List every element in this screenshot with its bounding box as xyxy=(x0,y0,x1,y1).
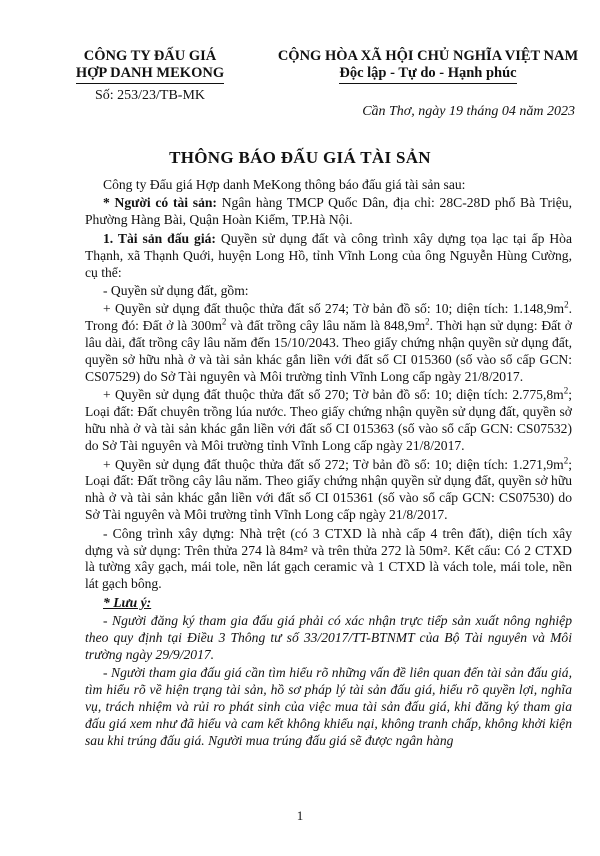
issuer-name-line2: HỢP DANH MEKONG xyxy=(76,65,224,84)
issuer-name-line1: CÔNG TY ĐẤU GIÁ xyxy=(83,48,217,64)
national-motto: Độc lập - Tự do - Hạnh phúc xyxy=(339,65,516,84)
note-2: - Người tham gia đấu giá cần tìm hiểu rõ những vấn đề liên quan đến tài sản đấu giá, tìm hiểu rõ về hiện trạng tài sản, hồ sơ pháp lý tài sản đấu giá, hiểu rõ quyền lợi, nghĩa vụ, trách nhiệm và rủi ro phát sinh của việc mua tài sản đấu giá, khi đăng ký tham gia đấu giá xem như đã hiểu và cam kết không khiếu nại, không tranh chấp, không khởi kiện sau khi trúng đấu giá. Người mua trúng đấu giá sẽ được ngân hàng xyxy=(85,665,572,748)
document-body xyxy=(85,177,572,751)
owner-paragraph xyxy=(85,195,572,229)
national-header xyxy=(268,48,588,84)
construction-paragraph: - Công trình xây dựng: Nhà trệt (có 3 CTXD là nhà cấp 4 trên đất), diện tích xây dựng và sử dụng: Trên thửa 274 là 84m² và trên thửa 272 là 50m². Kết cấu: Có 2 CTXD là tường xây gạch, mái tole, nền lát gạch ceramic và 1 CTXD là vách tole, mái tole, nền lát gạch bông. xyxy=(85,525,572,592)
land-header: - Quyền sử dụng đất, gồm: xyxy=(103,282,249,298)
asset-label: 1. Tài sản đấu giá: xyxy=(103,230,216,246)
parcel-270: + Quyền sử dụng đất thuộc thửa đất số 270; Tờ bản đồ số: 10; diện tích: $2.775,8m^2$; Loại đất: Đất chuyên trồng lúa nước. Theo giấy chứng nhận quyền sử dụng đất, quyền sở hữu nhà ở và tài sản khác gắn liền với đất số CI 015363 (số vào sổ cấp GCN: CS07532) do Sở Tài nguyên và Môi trường tỉnh Vĩnh Long cấp ngày 21/8/2017. xyxy=(85,385,572,454)
notes-label: * Lưu ý: xyxy=(103,594,152,610)
document-number: Số: 253/23/TB-MK xyxy=(94,88,206,103)
note-1: - Người đăng ký tham gia đấu giá phải có xác nhận trực tiếp sản xuất nông nghiệp theo quy định tại Điều 3 Thông tư số 33/2017/TT-BTNMT của Bộ Tài nguyên và Môi trường ngày 29/9/2017. xyxy=(85,613,572,662)
parcel-272: + Quyền sử dụng đất thuộc thửa đất số 272; Tờ bản đồ số: 10; diện tích: $1.271,9m^2$; Loại đất: Đất trồng cây lâu năm. Theo giấy chứng nhận quyền sử dụng đất, quyền sở hữu nhà ở và tài sản khác gắn liền với đất số CI 015361 (số vào sổ cấp GCN: CS07530) do Sở Tài nguyên và Môi trường tỉnh Vĩnh Long cấp ngày 21/8/2017. xyxy=(85,454,572,523)
parcel-274: + Quyền sử dụng đất thuộc thửa đất số 274; Tờ bản đồ số: 10; diện tích: $1.148,9m^2$. Trong đó: Đất ở là $300m^2$ và đất trồng cây lâu năm là $848,9m^2$. Thời hạn sử dụng: Đất ở lâu dài, đất trồng cây lâu năm đến 15/10/2043. Theo giấy chứng nhận quyền sử dụng đất, quyền sở hữu nhà ở và tài sản khác gắn liền với đất số CI 015360 (số vào sổ cấp GCN: CS07529) do Sở Tài nguyên và Môi trường tỉnh Vĩnh Long cấp ngày 21/8/2017. xyxy=(85,299,572,384)
owner-text: Ngân hàng TMCP Quốc Dân, địa chỉ: 28C-28D phố Bà Triệu, Phường Hàng Bài, Quận Hoàn Kiếm, TP.Hà Nội. xyxy=(85,195,572,228)
intro-paragraph: Công ty Đấu giá Hợp danh MeKong thông báo đấu giá tài sản sau: xyxy=(103,177,466,192)
notes-label-line xyxy=(85,595,572,612)
issuer-block xyxy=(75,48,225,104)
owner-label: * Người có tài sản: xyxy=(103,195,217,211)
place-date: Cần Thơ, ngày 19 tháng 04 năm 2023 xyxy=(362,104,575,119)
page-number: 1 xyxy=(296,808,304,823)
document-title: THÔNG BÁO ĐẤU GIÁ TÀI SẢN xyxy=(169,148,431,167)
asset-text: Quyền sử dụng đất và công trình xây dựng tọa lạc tại ấp Hòa Thạnh, xã Thạnh Quới, huyện Long Hồ, tỉnh Vĩnh Long của ông Nguyễn Hùng Cường, cụ thể: xyxy=(85,230,572,280)
asset-paragraph xyxy=(85,231,572,282)
nation-name: CỘNG HÒA XÃ HỘI CHỦ NGHĨA VIỆT NAM xyxy=(277,48,579,64)
